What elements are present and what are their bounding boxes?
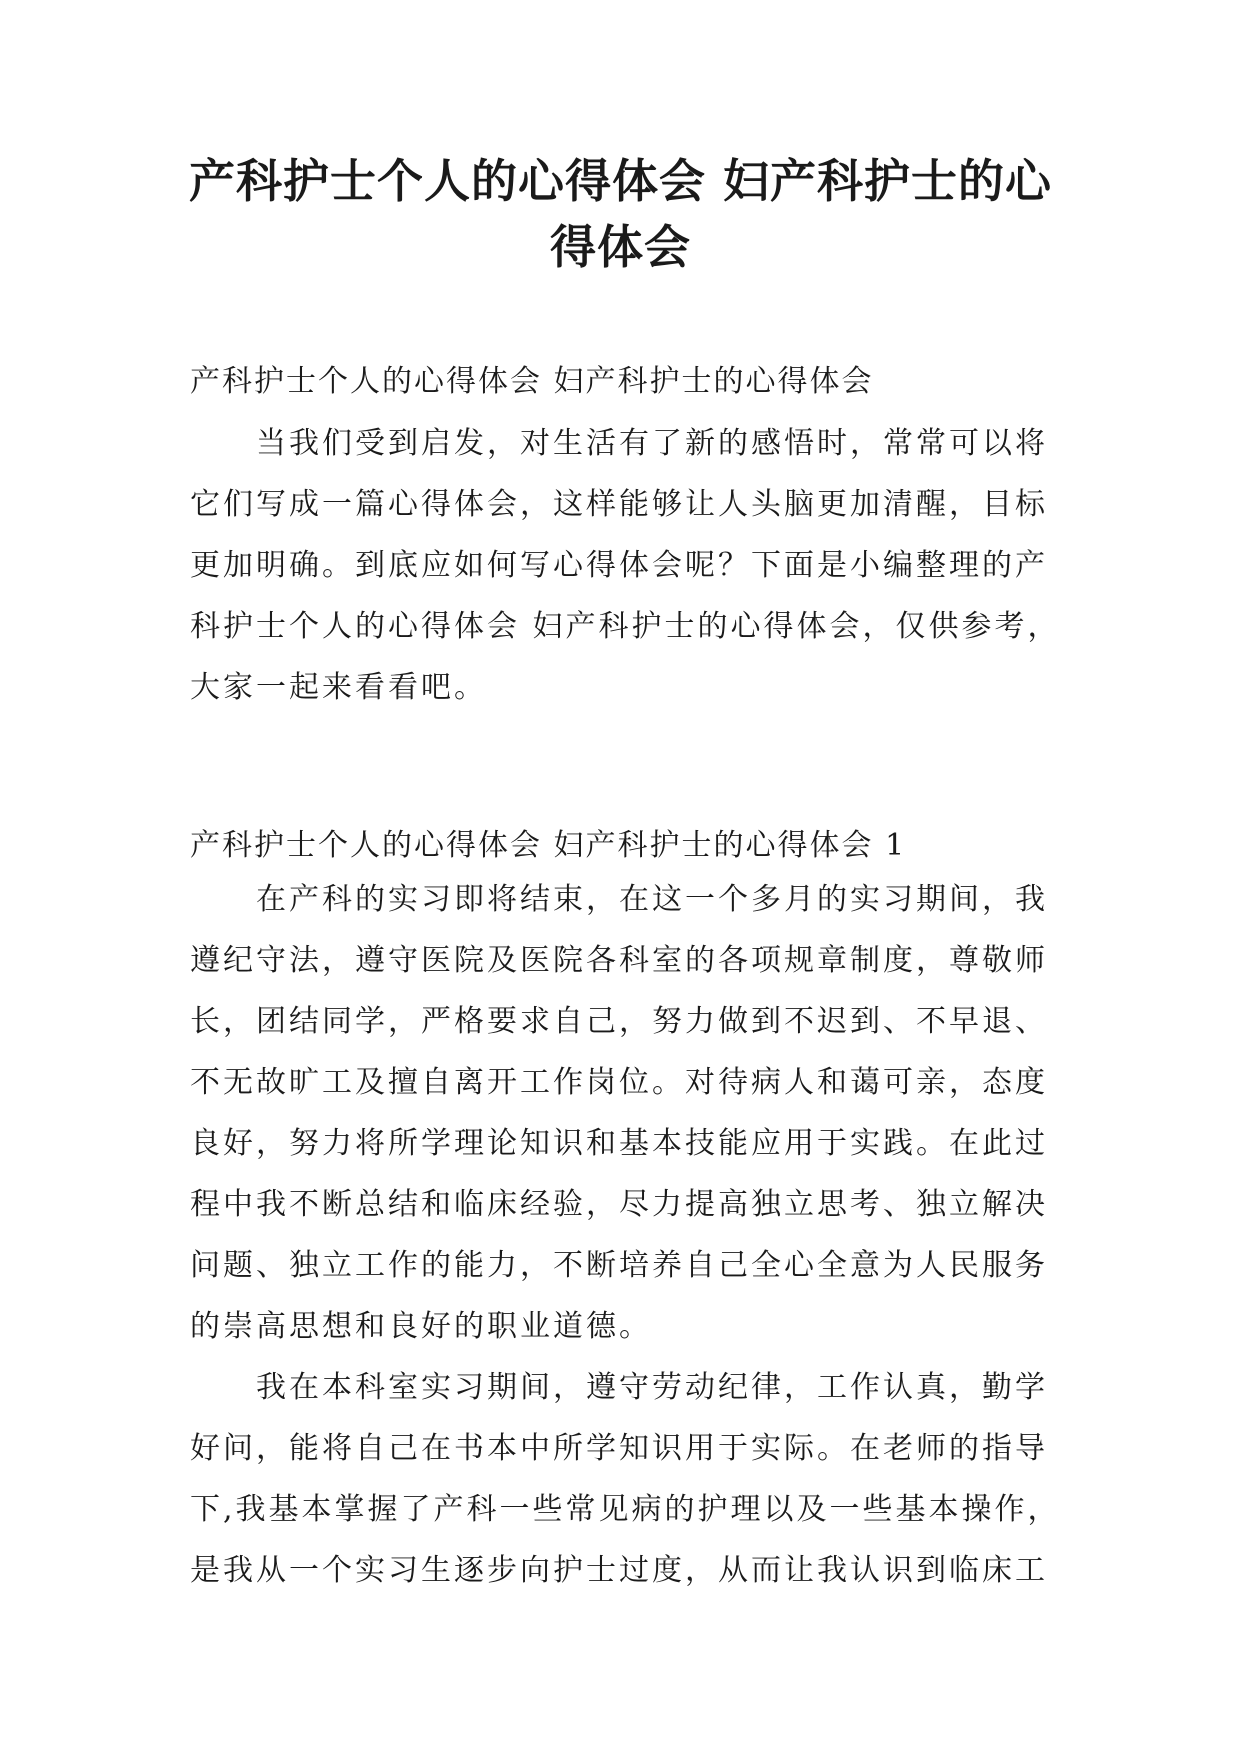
paragraph-line: 下,我基本掌握了产科一些常见病的护理以及一些基本操作， bbox=[190, 1492, 1061, 1527]
intro-line: 科护士个人的心得体会 妇产科护士的心得体会，仅供参考， bbox=[190, 609, 1061, 644]
paragraph-line: 的崇高思想和良好的职业道德。 bbox=[190, 1309, 652, 1344]
intro-line: 它们写成一篇心得体会，这样能够让人头脑更加清醒，目标 bbox=[190, 487, 1048, 522]
paragraph-line: 长，团结同学，严格要求自己，努力做到不迟到、不早退、 bbox=[190, 1004, 1048, 1039]
body-paragraph-1 bbox=[190, 869, 1070, 1357]
document-title bbox=[150, 148, 1091, 280]
body-paragraph-2 bbox=[190, 1357, 1070, 1601]
paragraph-line: 是我从一个实习生逐步向护士过度，从而让我认识到临床工 bbox=[190, 1553, 1048, 1588]
paragraph-line: 程中我不断总结和临床经验，尽力提高独立思考、独立解决 bbox=[190, 1187, 1048, 1222]
section-heading: 产科护士个人的心得体会 妇产科护士的心得体会 1 bbox=[190, 828, 907, 863]
paragraph-line: 良好，努力将所学理论知识和基本技能应用于实践。在此过 bbox=[190, 1126, 1048, 1161]
title-line-1: 产科护士个人的心得体会 妇产科护士的心 bbox=[188, 154, 1052, 208]
intro-paragraph bbox=[190, 413, 1070, 718]
paragraph-line: 在产科的实习即将结束，在这一个多月的实习期间，我 bbox=[256, 882, 1048, 917]
paragraph-line: 遵纪守法，遵守医院及医院各科室的各项规章制度，尊敬师 bbox=[190, 943, 1048, 978]
paragraph-line: 好问，能将自己在书本中所学知识用于实际。在老师的指导 bbox=[190, 1431, 1048, 1466]
title-line-2: 得体会 bbox=[550, 220, 691, 274]
intro-line: 大家一起来看看吧。 bbox=[190, 670, 487, 705]
intro-line: 更加明确。到底应如何写心得体会呢？下面是小编整理的产 bbox=[190, 548, 1048, 583]
paragraph-line: 问题、独立工作的能力，不断培养自己全心全意为人民服务 bbox=[190, 1248, 1048, 1283]
intro-line: 当我们受到启发，对生活有了新的感悟时，常常可以将 bbox=[256, 426, 1048, 461]
paragraph-line: 不无故旷工及擅自离开工作岗位。对待病人和蔼可亲，态度 bbox=[190, 1065, 1048, 1100]
document-subtitle: 产科护士个人的心得体会 妇产科护士的心得体会 bbox=[190, 364, 874, 399]
paragraph-line: 我在本科室实习期间，遵守劳动纪律，工作认真，勤学 bbox=[256, 1370, 1048, 1405]
